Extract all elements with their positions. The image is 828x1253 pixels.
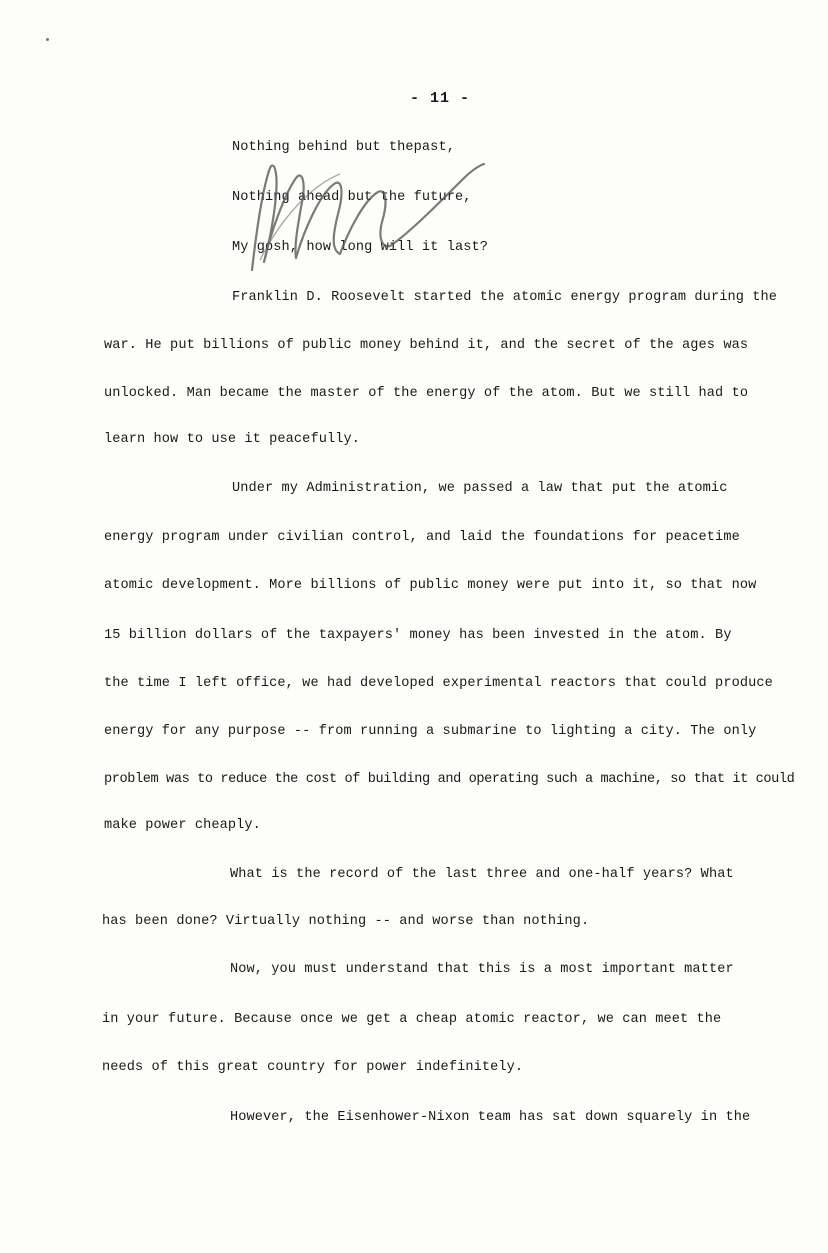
handwritten-signature [240,150,500,275]
paragraph-line: the time I left office, we had developed experimental reactors that could produce [104,676,773,691]
paragraph-line: Under my Administration, we passed a law that put the atomic [232,481,728,496]
paragraph-line: What is the record of the last three and one-half years? What [230,867,734,882]
page-number: - 11 - [409,90,470,107]
paragraph-line: energy program under civilian control, and laid the foundations for peacetime [104,530,740,545]
paragraph-line: learn how to use it peacefully. [104,432,360,447]
paragraph-line: However, the Eisenhower-Nixon team has sat down squarely in the [230,1110,751,1125]
paragraph-line: make power cheaply. [104,818,261,833]
paragraph-line: energy for any purpose -- from running a submarine to lighting a city. The only [104,724,757,739]
verse-line: Nothing behind but thepast, [232,140,455,155]
paragraph-line: Now, you must understand that this is a most important matter [230,962,734,977]
paragraph-line: 15 billion dollars of the taxpayers' money has been invested in the atom. By [104,628,732,643]
paragraph-line: needs of this great country for power indefinitely. [102,1060,524,1075]
paragraph-line: Franklin D. Roosevelt started the atomic energy program during the [232,290,777,305]
paragraph-line: war. He put billions of public money behind it, and the secret of the ages was [104,338,749,353]
paper-speck [46,38,49,41]
paragraph-line: atomic development. More billions of public money were put into it, so that now [104,578,757,593]
paragraph-line: has been done? Virtually nothing -- and worse than nothing. [102,914,590,929]
paragraph-line: in your future. Because once we get a cheap atomic reactor, we can meet the [102,1012,722,1027]
verse-line: Nothing ahead but the future, [232,190,472,205]
paragraph-line: unlocked. Man became the master of the energy of the atom. But we still had to [104,386,749,401]
paragraph-line: problem was to reduce the cost of building and operating such a machine, so that it could [104,772,795,787]
verse-line: My gosh, how long will it last? [232,240,488,255]
